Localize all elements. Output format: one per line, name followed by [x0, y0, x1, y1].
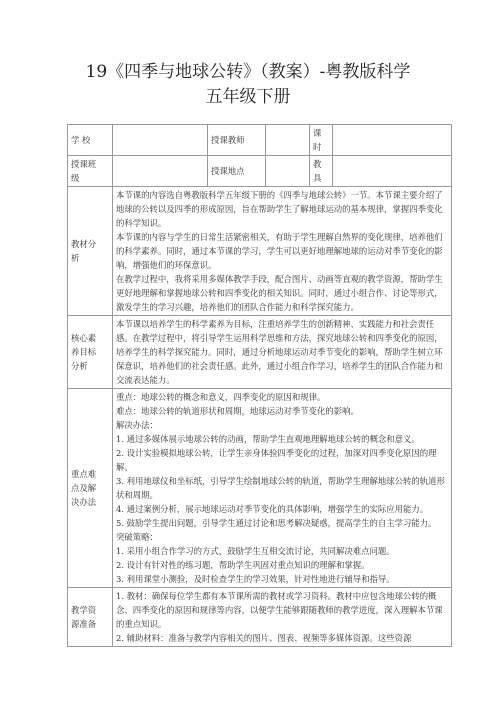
paragraph: 2. 辅助材料：准备与教学内容相关的图片、图表、视频等多媒体资源。这些资源: [116, 633, 412, 643]
title-line-1: 19《四季与地球公转》（教案）-粤教版科学: [85, 62, 411, 82]
teacher-value: [266, 125, 310, 156]
paragraph: 2. 设计有针对性的练习题，帮助学生巩固对重点知识的理解和掌握。: [116, 560, 370, 570]
paragraph: 1. 采用小组合作学习的方式，鼓励学生互相交流讨论，共同解决难点问题。: [116, 546, 395, 556]
section-label: 教材分 析: [68, 187, 113, 316]
school-label: 学 校: [68, 125, 113, 156]
section-textbook-analysis: [68, 187, 452, 316]
paragraph: 1. 通过多媒体展示地球公转的动画，帮助学生直观地理解地球公转的概念和意义。: [116, 434, 420, 444]
location-value: [266, 156, 310, 187]
meta-row-2: [68, 156, 452, 187]
paragraph: 难点：地球公转的轨道形状和周期，地球运动对季节变化的影响。: [116, 406, 359, 416]
lesson-plan-table: [67, 124, 452, 647]
paragraph: 重点：地球公转的概念和意义，四季变化的原因和规律。: [116, 392, 326, 402]
paragraph: 突破策略：: [116, 532, 158, 542]
paragraph: 1. 教材：确保每位学生都有本节课所需的教材或学习资料。教材中应包含地球公转的概念、四季变化的原因和规律等内容，以便学生能够跟随教师的教学进度，深入理解本节课的重点知识。: [116, 591, 443, 629]
location-label: 授课地点: [208, 156, 266, 187]
section-teaching-resources: [68, 588, 452, 647]
school-value: [113, 125, 208, 156]
section-content: [113, 187, 452, 316]
section-label: 教学资 源准备: [68, 588, 113, 647]
paragraph: 3. 利用地球仪和坐标纸，引导学生绘制地球公转的轨道，帮助学生理解地球公转的轨道形状和周期。: [116, 476, 445, 500]
paragraph: 本节课的内容选自粤教版科学五年级下册的《四季与地球公转》一节。本节课主要介绍了地球的公转以及四季的形成原因，旨在帮助学生了解地球运动的基本规律，掌握四季变化的科学知识。: [116, 190, 443, 228]
paragraph: 解决办法：: [116, 420, 158, 430]
section-content: [113, 389, 452, 588]
section-key-difficult-points: [68, 389, 452, 588]
section-label: 核心素 养目标 分析: [68, 316, 113, 389]
section-core-literacy: [68, 316, 452, 389]
meta-row-1: [68, 125, 452, 156]
section-content: [113, 588, 452, 647]
hours-label: 课 时: [310, 125, 333, 156]
hours-value: [333, 125, 452, 156]
document-title: [40, 60, 456, 110]
paragraph: 2. 设计实验模拟地球公转，让学生亲身体验四季变化的过程，加深对四季变化原因的理解。: [116, 448, 437, 472]
section-content: [113, 316, 452, 389]
class-value: [113, 156, 208, 187]
teacher-label: 授课教师: [208, 125, 266, 156]
tools-value: [333, 156, 452, 187]
paragraph: 3. 利用课堂小测验，及时检查学生的学习效果，针对性地进行辅导和指导。: [116, 574, 395, 584]
paragraph: 在教学过程中，我将采用多媒体教学手段，配合图片、动画等直观的教学资源，帮助学生更好地理解和掌握地球公转和四季变化的相关知识。同时，通过小组合作、讨论等形式，激发学生的学习兴趣，培养他们的团队合作能力和科学探究能力。: [116, 274, 443, 312]
paragraph: 4. 通过案例分析，展示地球运动对季节变化的具体影响，增强学生的实际应用能力。: [116, 504, 429, 514]
tools-label: 教 具: [310, 156, 333, 187]
paragraph: 本节课以培养学生的科学素养为目标，注重培养学生的创新精神、实践能力和社会责任感。在教学过程中，将引导学生运用科学思维和方法，探究地球公转和四季变化的原因，培养学生的科学探究能力。同时，通过分析地球运动对季节变化的影响，帮助学生树立环保意识，培养他们的社会责任感。此外，通过小组合作学习，培养学生的团队合作能力和交流表达能力。: [116, 319, 443, 385]
paragraph: 5. 鼓励学生提出问题，引导学生通过讨论和思考解决疑惑，提高学生的自主学习能力。: [116, 518, 437, 528]
title-line-2: 五年级下册: [205, 87, 291, 107]
paragraph: 本节课的内容与学生的日常生活紧密相关，有助于学生理解自然界的变化规律，培养他们的科学素养。同时，通过本节课的学习，学生可以更好地理解地球的运动对季节变化的影响，增强他们的环保意识。: [116, 232, 443, 270]
section-label: 重点难 点及解 决办法: [68, 389, 113, 588]
class-label: 授课班 级: [68, 156, 113, 187]
